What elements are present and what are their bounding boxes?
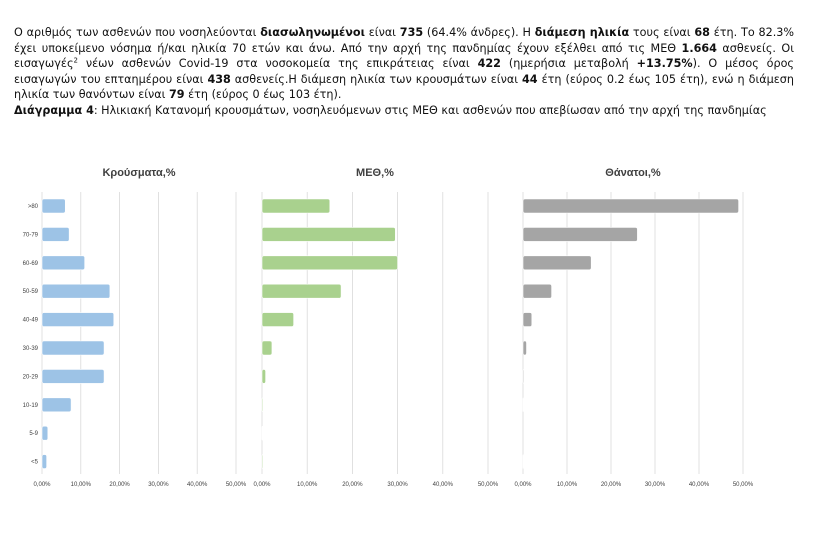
bold-deaths-median-age: 79 [169,88,185,102]
x-tick-label: 20,00% [109,482,130,488]
x-tick-label: 10,00% [297,482,318,488]
x-tick-label: 20,00% [600,482,622,488]
bar-50-59 [42,284,110,298]
bar-<5 [262,455,263,469]
bar-10-19 [262,398,263,412]
text-segment: έτη (εύρος 0.2 έως 105 έτη), ενώ η διάμεση ηλικία των θανόντων είναι [14,72,794,102]
bar-20-29 [523,369,524,383]
text-segment: έτη (εύρος 0 έως 103 έτη). [184,88,342,102]
bar-30-39 [42,341,104,355]
x-tick-label: 10,00% [556,482,578,488]
bold-intubated: διασωληνωμένοι [260,26,365,39]
bold-daily-change: +13.75% [636,57,693,71]
bold-median-age: 68 [694,26,710,39]
text-segment: ασθενείς.Η διάμεση ηλικία των κρουσμάτων είναι [230,72,522,86]
x-tick-label: 30,00% [387,482,408,488]
bar-20-29 [42,369,104,383]
text-segment: ). Ο μέσος όρος εισαγωγών του επταημέρου είναι [14,57,794,86]
x-tick-label: 20,00% [342,482,363,488]
text-segment: νέων ασθενών Covid-19 στα νοσοκομεία της επικράτειας είναι [78,57,478,71]
category-label: <5 [31,459,38,466]
x-tick-label: 50,00% [732,482,754,488]
bar-70-79 [262,227,395,241]
category-label: 5-9 [29,431,38,438]
x-tick-label: 0,00% [253,482,271,488]
x-tick-label: 0,00% [514,482,532,488]
category-label: 50-59 [22,289,38,296]
x-tick-label: 10,00% [70,482,91,488]
bar-60-69 [262,256,398,270]
bar->80 [42,199,65,213]
bar-30-39 [523,341,527,355]
bold-weekly-average: 438 [207,72,231,86]
text-segment: είναι [364,26,400,39]
x-tick-label: 50,00% [225,482,247,488]
bar-50-59 [262,284,341,298]
bar->80 [523,199,739,213]
text-segment: Ο αριθμός των ασθενών που νοσηλεύονται [14,26,261,39]
bar-50-59 [523,284,552,298]
x-tick-label: 40,00% [432,482,453,488]
category-label: 70-79 [22,232,38,239]
footnote-marker: 2 [73,56,78,65]
bar-10-19 [42,398,71,412]
chart-title: Θάνατοι,% [605,167,661,179]
bar-40-49 [42,313,114,327]
chart-panel-3 [514,167,753,488]
bar-40-49 [523,313,532,327]
bar-40-49 [262,313,294,327]
category-label: 60-69 [22,260,38,267]
bar-30-39 [262,341,272,355]
x-tick-label: 30,00% [148,482,169,488]
category-label: 40-49 [22,317,38,324]
bar-70-79 [523,227,637,241]
bar->80 [262,199,330,213]
x-tick-label: 50,00% [477,482,499,488]
text-segment: (64.4% άνδρες). Η [423,26,535,39]
bar-70-79 [42,227,69,241]
category-label: 30-39 [22,346,38,352]
text-segment: έτη. Το 82.3% έχει υποκείμενο νόσημα ή/και ηλικία 70 ετών και άνω. Από την αρχή της πανδημίας έχουν εξέλθει από τις ΜΕΘ [14,26,794,55]
chart-panel-2 [253,167,498,488]
chart-title: Κρούσματα,% [102,167,176,179]
bar-60-69 [42,256,85,270]
bar-<5 [42,455,47,469]
caption-text: : Ηλικιακή Κατανομή κρουσμάτων, νοσηλευόμενων στις ΜΕΘ και ασθενών που απεβίωσαν από την αρχή της πανδημίας [93,103,767,117]
bold-intubated-count: 735 [399,26,424,39]
x-tick-label: 0,00% [33,482,51,488]
bar-5-9 [42,426,48,440]
x-tick-label: 40,00% [187,482,208,488]
chart-title: ΜΕΘ,% [356,167,394,179]
text-segment: ασθενείς. Οι εισαγωγές [14,41,794,71]
bold-admissions: 422 [477,57,501,71]
x-tick-label: 40,00% [688,482,710,488]
bar-20-29 [262,369,266,383]
bold-median-age-label: διάμεση ηλικία [534,26,630,39]
text-segment: (ημερήσια μεταβολή [500,57,637,71]
category-label: 20-29 [22,374,38,381]
category-label: >80 [27,204,38,210]
category-label: 10-19 [22,402,38,409]
bold-icu-discharged: 1.664 [681,41,717,55]
x-tick-label: 30,00% [644,482,666,488]
chart-panel-1 [23,167,247,488]
bold-cases-median-age: 44 [522,72,538,86]
caption-label: Διάγραμμα 4 [14,103,94,117]
bar-60-69 [523,256,591,270]
text-segment: τους είναι [629,26,695,39]
